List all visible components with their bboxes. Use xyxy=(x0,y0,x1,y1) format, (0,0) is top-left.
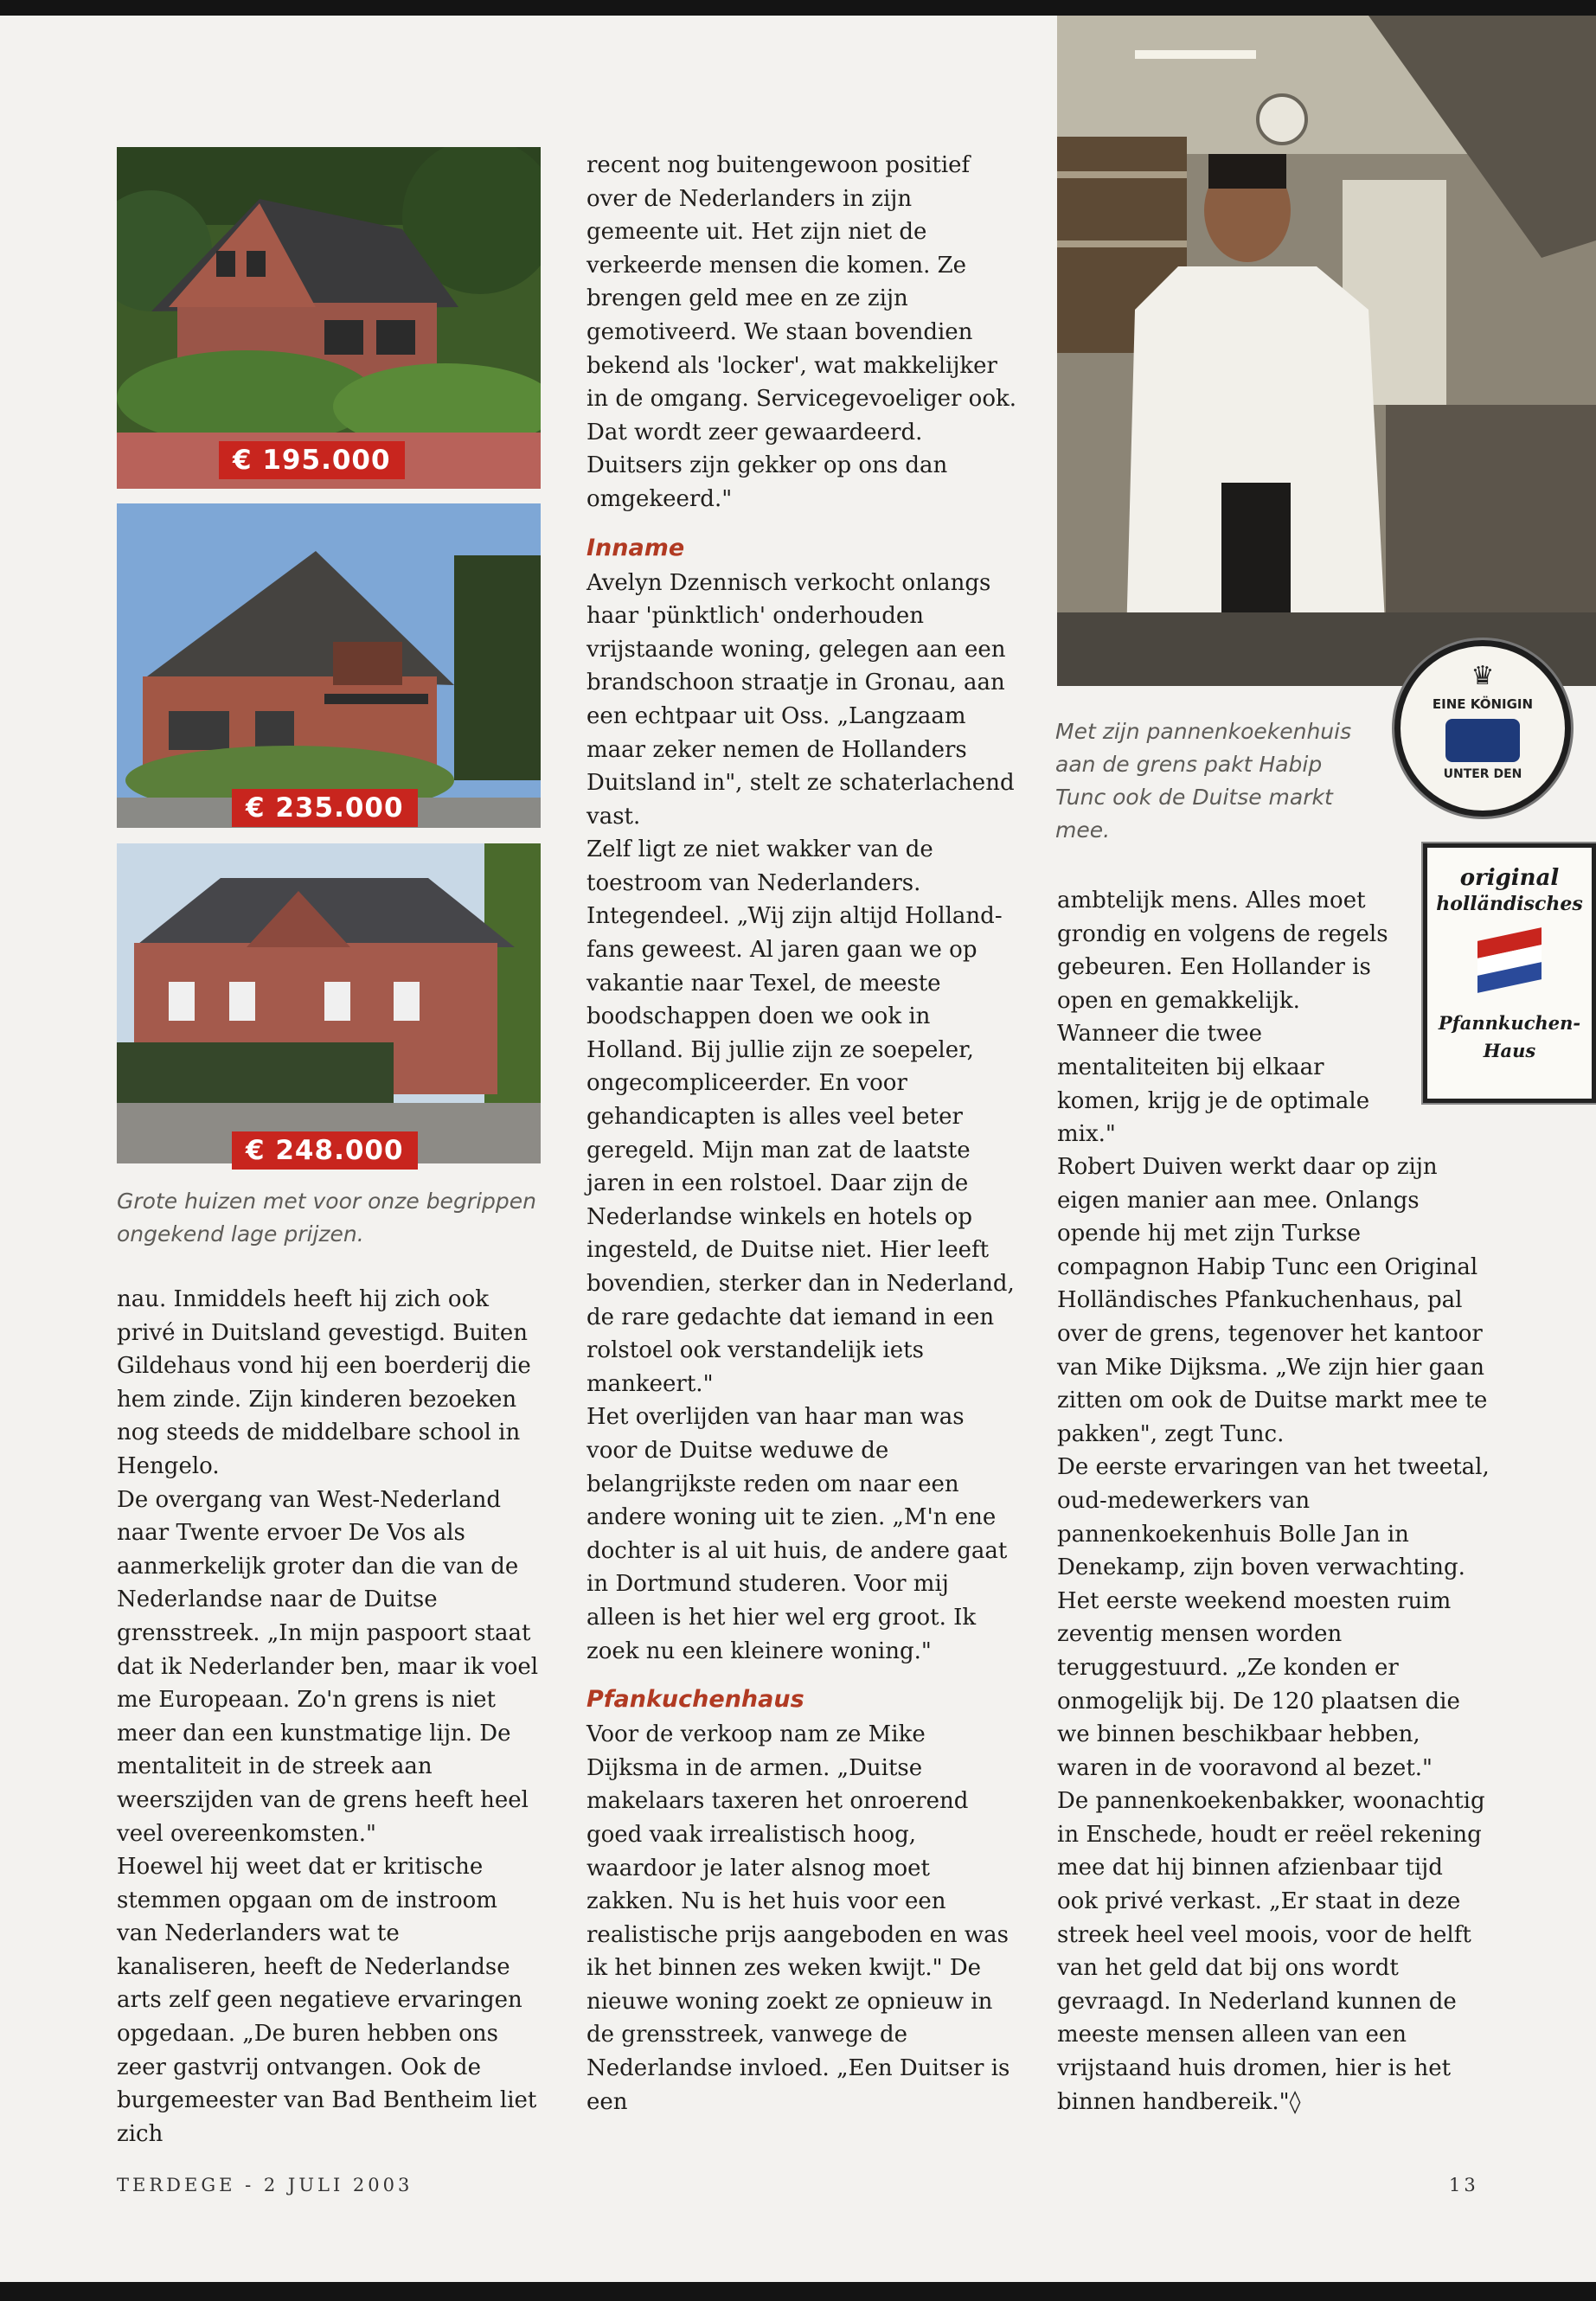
col2-paragraph-3: Zelf ligt ze niet wakker van de toestroom van Nederlanders. Integendeel. „Wij zijn altijd Holland-fans geweest. Al jaren gaan we op vakantie naar Texel, de meeste boodschappen doen we ook in Holland. Bij jullie zijn ze soepeler, ongecompliceerder. En voor gehandicapten is alles veel beter geregeld. Mijn man zat de laatste jaren in een rolstoel. Daar zijn de Nederlandse winkels en hotels op ingesteld, de Duitse niet. Hier leeft bovendien, sterker dan in Nederland, de rare gedachte dat iemand in een rolstoel ook verstandelijk iets mankeert." xyxy=(586,836,1015,1397)
col1-paragraph-2: De overgang van West-Nederland naar Twente ervoer De Vos als aanmerkelijk groter dan die van de Nederlandse naar de Duitse grensstreek. „In mijn paspoort staat dat ik Nederlander ben, maar ik voel me Europeaan. Zo'n grens is niet meer dan een kunstmatige lijn. De mentaliteit in de streek aan weerszijden van de grens heeft heel veel overeenkomsten." xyxy=(117,1486,539,1847)
col3-paragraph-3: De eerste ervaringen van het tweetal, oud-medewerkers van pannenkoekenhuis Bolle Jan in Denekamp, zijn boven verwachting. Het eerste weekend moesten ruim zeventig mensen worden teruggestuurd. „Ze konden er onmogelijk bij. De 120 plaatsen die we binnen beschikbaar hebben, waren in de vooravond al bezet." xyxy=(1057,1454,1490,1781)
article-column-3-continued xyxy=(1057,1150,1490,2118)
emblem-center xyxy=(1445,719,1520,762)
col3-paragraph-4: De pannenkoekenbakker, woonachtig in Enschede, houdt er reëel rekening mee dat hij binnen afzienbaar tijd ook privé verkast. „Er staat in deze streek heel veel moois, voor de helft van het geld dat bij ons wordt gevraagd. In Nederland kunnen de meeste mensen alleen van een vrijstaand huis dromen, hier is het binnen handbereik."◊ xyxy=(1057,1788,1485,2115)
house-photo-1 xyxy=(117,147,541,489)
chef-photo xyxy=(1057,16,1596,686)
chef-caption: Met zijn pannenkoekenhuis aan de grens pakt Habip Tunc ook de Duitse markt mee. xyxy=(1055,719,1352,843)
article-column-3 xyxy=(1057,884,1407,1151)
emblem-crown-icon: ♛ xyxy=(1471,661,1495,691)
sign-line-3: Pfannkuchen- xyxy=(1438,1012,1581,1034)
col2-paragraph-2: Avelyn Dzennisch verkocht onlangs haar 'pünktlich' onderhouden vrijstaande woning, gelegen aan een brandschoon straatje in Gronau, aan een echtpaar uit Oss. „Langzaam maar zeker nemen de Hollanders Duitsland in", stelt ze schaterlachend vast. xyxy=(586,569,1015,830)
house-photo-2 xyxy=(117,503,541,828)
col1-paragraph-1: nau. Inmiddels heeft hij zich ook privé in Duitsland gevestigd. Buiten Gildehaus vond hij een boerderij die hem zinde. Zijn kinderen bezoeken nog steeds de middelbare school in Hengelo. xyxy=(117,1286,531,1479)
subheading-pfankuchenhaus: Pfankuchenhaus xyxy=(586,1686,804,1714)
col3-paragraph-2: Robert Duiven werkt daar op zijn eigen manier aan mee. Onlangs opende hij met zijn Turkse compagnon Habip Tunc een Original Holländisches Pfankuchenhaus, pal over de grens, tegenover het kantoor van Mike Dijksma. „We zijn hier gaan zitten om ook de Duitse markt mee te pakken", zegt Tunc. xyxy=(1057,1154,1488,1447)
article-column-2 xyxy=(586,149,1019,2118)
col2-paragraph-4: Het overlijden van haar man was voor de Duitse weduwe de belangrijkste reden om naar een andere woning uit te zien. „M'n ene dochter is al uit huis, de andere gaat in Dortmund studeren. Voor mij alleen is het hier wel erg groot. Ik zoek nu een kleinere woning." xyxy=(586,1404,1008,1664)
col3-paragraph-1: ambtelijk mens. Alles moet grondig en volgens de regels gebeuren. Een Hollander is open en gemakkelijk. Wanneer die twee mentaliteiten bij elkaar komen, krijg je de optimale mix." xyxy=(1057,888,1388,1148)
price-tag-1: € 195.000 xyxy=(219,441,405,479)
brewery-emblem xyxy=(1394,640,1571,817)
sign-line-2: holländisches xyxy=(1436,893,1583,915)
footer-magazine-date: TERDEGE - 2 JULI 2003 xyxy=(117,2175,413,2195)
price-tag-2: € 235.000 xyxy=(232,789,418,827)
sign-line-4: Haus xyxy=(1483,1040,1536,1061)
houses-caption: Grote huizen met voor onze begrippen ongekend lage prijzen. xyxy=(117,1189,536,1247)
sign-line-1: original xyxy=(1459,865,1560,891)
col2-paragraph-5: Voor de verkoop nam ze Mike Dijksma in de armen. „Duitse makelaars taxeren het onroerend goed vaak irrealistisch hoog, waardoor je later alsnog moet zakken. Nu is het huis voor een realistische prijs aangeboden en was ik het binnen zes weken kwijt." De nieuwe woning zoekt ze opnieuw in de grensstreek, vanwege de Nederlandse invloed. „Een Duitser is een xyxy=(586,1721,1010,2115)
emblem-bottom-text: UNTER DEN xyxy=(1443,767,1522,781)
dutch-flag-icon xyxy=(1477,927,1542,993)
col2-paragraph-1: recent nog buitengewoon positief over de Nederlanders in zijn gemeente uit. Het zijn niet de verkeerde mensen die komen. Ze brengen geld mee en ze zijn gemotiveerd. We staan bovendien bekend als 'locker', wat makkelijker in de omgang. Servicegevoeliger ook. Dat wordt zeer gewaardeerd. Duitsers zijn gekker op ons dan omgekeerd." xyxy=(586,152,1017,512)
emblem-top-text: EINE KÖNIGIN xyxy=(1432,696,1534,712)
scan-top-edge xyxy=(0,0,1596,16)
scan-bottom-edge xyxy=(0,2282,1596,2301)
house-photo-3 xyxy=(117,843,541,1163)
restaurant-sign xyxy=(1423,843,1596,1103)
col1-paragraph-3: Hoewel hij weet dat er kritische stemmen opgaan om de instroom van Nederlanders wat te kanaliseren, heeft de Nederlandse arts zelf geen negatieve ervaringen opgedaan. „De buren hebben ons zeer gastvrij ontvangen. Ook de burgemeester van Bad Bentheim liet zich xyxy=(117,1854,537,2147)
price-tag-3: € 248.000 xyxy=(232,1131,418,1170)
page-number: 13 xyxy=(1449,2175,1479,2195)
article-column-1 xyxy=(117,1283,541,2150)
subheading-inname: Inname xyxy=(586,534,685,561)
